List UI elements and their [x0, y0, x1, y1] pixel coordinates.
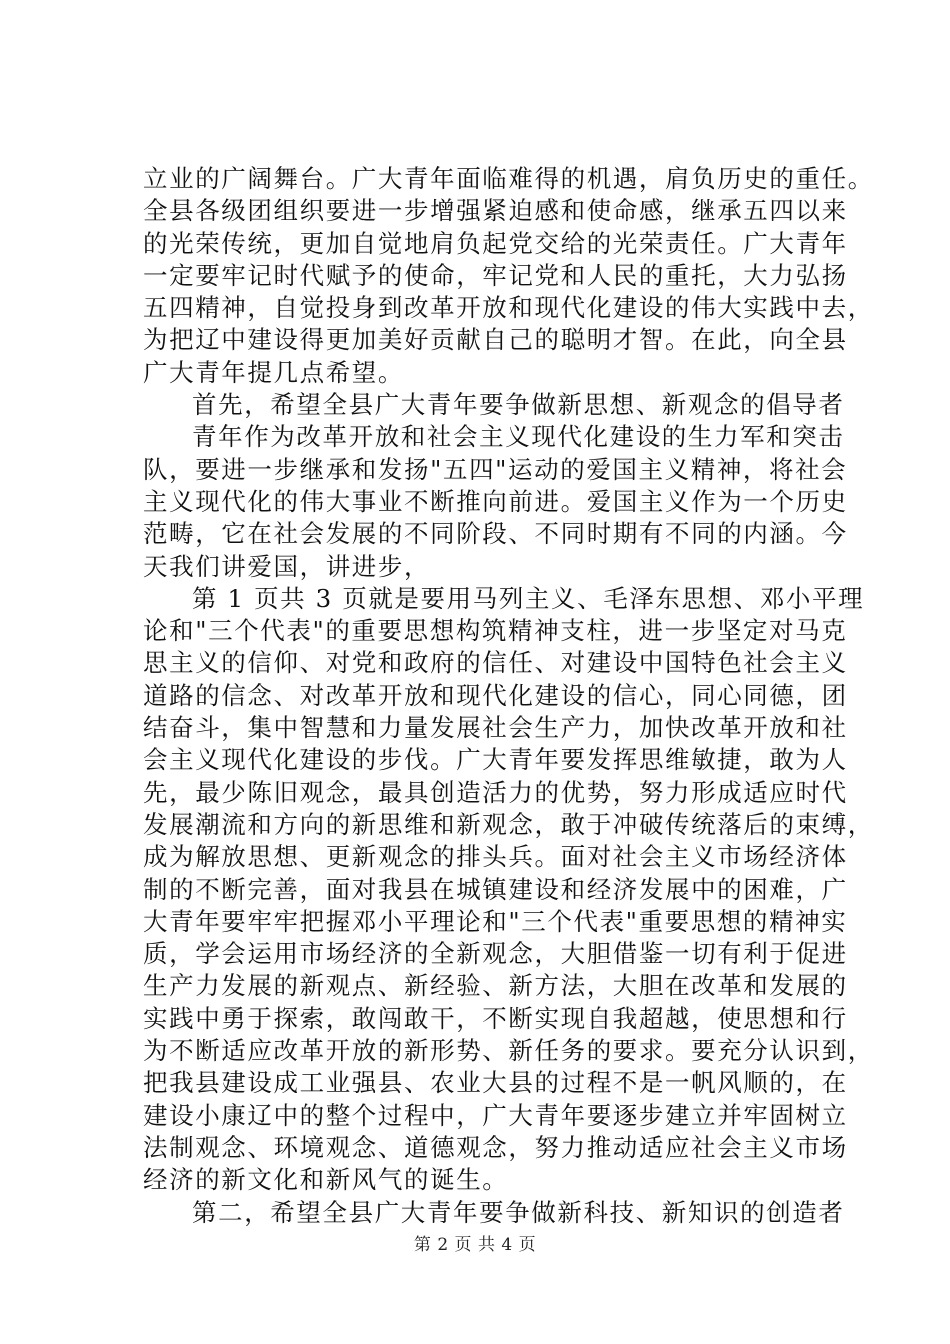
text-line: 发展潮流和方向的新思维和新观念，敢于冲破传统落后的束缚，	[143, 809, 874, 839]
text-line: 论和"三个代表"的重要思想构筑精神支柱，进一步坚定对马克	[143, 616, 848, 646]
text-line: 会主义现代化建设的步伐。广大青年要发挥思维敏捷，敢为人	[143, 745, 848, 775]
text-line: 实践中勇于探索，敢闯敢干，不断实现自我超越，使思想和行	[143, 1003, 848, 1033]
text-line: 全县各级团组织要进一步增强紧迫感和使命感，继承五四以来	[143, 196, 848, 226]
text-line: 思主义的信仰、对党和政府的信任、对建设中国特色社会主义	[143, 648, 848, 678]
document-body	[143, 163, 874, 1229]
page-footer: 第 2 页 共 4 页	[413, 1235, 537, 1255]
text-line: 先，最少陈旧观念，最具创造活力的优势，努力形成适应时代	[143, 777, 848, 807]
text-line: 的光荣传统，更加自觉地肩负起党交给的光荣责任。广大青年	[143, 228, 848, 258]
text-line: 生产力发展的新观点、新经验、新方法，大胆在改革和发展的	[143, 971, 848, 1001]
text-line: 道路的信念、对改革开放和现代化建设的信心，同心同德，团	[143, 680, 848, 710]
text-line: 大青年要牢牢把握邓小平理论和"三个代表"重要思想的精神实	[143, 906, 848, 936]
text-line: 成为解放思想、更新观念的排头兵。面对社会主义市场经济体	[143, 842, 848, 872]
text-line: 天我们讲爱国，讲进步，	[143, 551, 431, 581]
text-line: 青年作为改革开放和社会主义现代化建设的生力军和突击	[192, 422, 845, 452]
text-line: 主义现代化的伟大事业不断推向前进。爱国主义作为一个历史	[143, 486, 848, 516]
text-line: 制的不断完善，面对我县在城镇建设和经济发展中的困难，广	[143, 874, 848, 904]
text-line: 为把辽中建设得更加美好贡献自己的聪明才智。在此，向全县	[143, 325, 848, 355]
text-line: 为不断适应改革开放的新形势、新任务的要求。要充分认识到，	[143, 1036, 874, 1066]
text-line: 第 1 页共 3 页就是要用马列主义、毛泽东思想、邓小平理	[192, 583, 865, 613]
text-line: 质，学会运用市场经济的全新观念，大胆借鉴一切有利于促进	[143, 939, 848, 969]
text-line: 范畴，它在社会发展的不同阶段、不同时期有不同的内涵。今	[143, 519, 848, 549]
text-line: 立业的广阔舞台。广大青年面临难得的机遇，肩负历史的重任。	[143, 164, 874, 193]
text-line: 建设小康辽中的整个过程中，广大青年要逐步建立并牢固树立	[143, 1100, 848, 1130]
text-line: 结奋斗，集中智慧和力量发展社会生产力，加快改革开放和社	[143, 713, 848, 743]
text-line: 队，要进一步继承和发扬"五四"运动的爱国主义精神，将社会	[143, 454, 848, 484]
text-line: 一定要牢记时代赋予的使命，牢记党和人民的重托，大力弘扬	[143, 260, 848, 290]
text-line: 第二，希望全县广大青年要争做新科技、新知识的创造者	[192, 1197, 845, 1227]
text-line: 五四精神，自觉投身到改革开放和现代化建设的伟大实践中去，	[143, 293, 874, 323]
text-line: 经济的新文化和新风气的诞生。	[143, 1165, 509, 1195]
text-line: 首先，希望全县广大青年要争做新思想、新观念的倡导者	[192, 390, 845, 420]
text-line: 法制观念、环境观念、道德观念，努力推动适应社会主义市场	[143, 1132, 848, 1162]
text-line: 广大青年提几点希望。	[143, 357, 404, 387]
text-line: 把我县建设成工业强县、农业大县的过程不是一帆风顺的，在	[143, 1068, 848, 1098]
